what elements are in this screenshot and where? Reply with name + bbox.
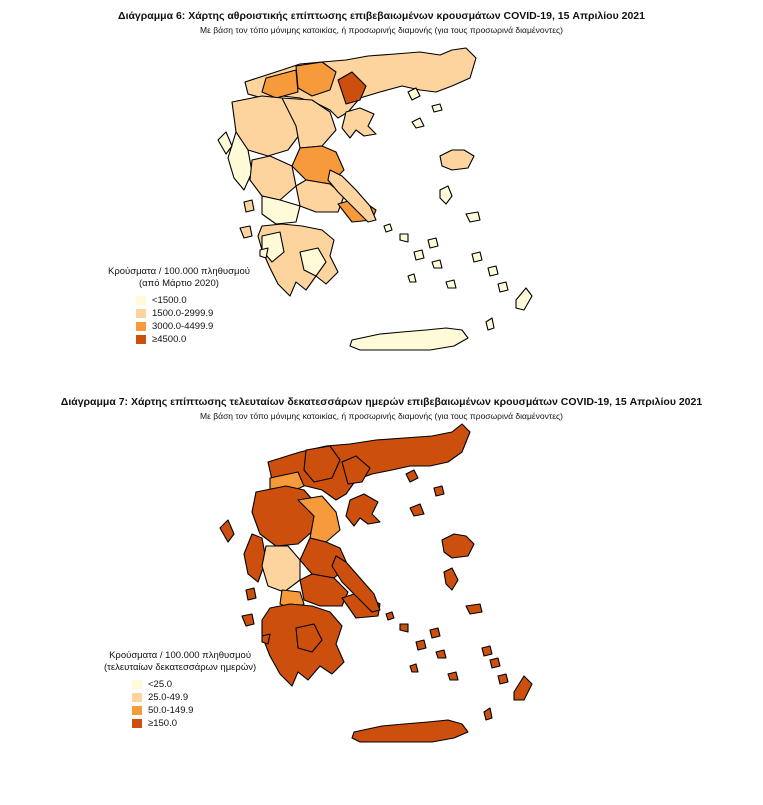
map2-legend-swatch [132,706,142,715]
map2-island [434,486,444,496]
map2-island [400,624,408,632]
map2-region [352,720,468,742]
map2-island [442,534,474,558]
map2-island [436,650,446,658]
map2-island [514,676,532,700]
map2-legend-item [132,691,256,704]
map2-region [346,494,380,526]
map1-title: Διάγραμμα 6: Χάρτης αθροιστικής επίπτωσης επιβεβαιωμένων κρουσμάτων COVID-19, 15 Απριλίου 2021 [118,10,645,22]
map2-legend-swatch [132,719,142,728]
map2-legend-swatch [132,693,142,702]
map1-legend-label: <1500.0 [152,295,187,306]
map1-subtitle: Με βάση τον τόπο μόνιμης κατοικίας, ή προσωρινής διαμονής (για τους προσωρινά διαμένοντες) [200,25,563,35]
map2-island [498,674,508,684]
map2-legend-swatch [132,680,142,689]
map2-island [246,588,256,600]
map2-legend-label: 25.0-49.9 [148,692,189,703]
map2-island [262,634,270,644]
map2-title: Διάγραμμα 7: Χάρτης επίπτωσης τελευταίων δεκατεσσάρων ημερών επιβεβαιωμένων κρουσμάτων COVID-19, 15 Απριλίου 2021 [60,396,703,408]
map2-region [244,534,266,582]
map2-island [242,614,254,626]
map2-region [252,486,318,546]
map2-island [444,568,458,590]
map2-island [410,664,418,672]
map2-island [482,646,492,656]
map2-island [490,658,500,668]
map2-legend-label: <25.0 [148,679,173,690]
map1-legend-title: Κρούσματα / 100.000 πληθυσμού [108,266,250,277]
map2-island [484,708,492,720]
map2-island [466,604,482,614]
map1-legend-label: 3000.0-4499.9 [152,321,214,332]
map2-region [262,546,300,592]
map1-legend-subtitle: (από Μάρτιο 2020) [139,278,219,289]
map2-legend-label: 50.0-149.9 [148,705,194,716]
map2-island [430,628,440,638]
map2-island [406,470,418,482]
map1-legend-label: ≥4500.0 [152,334,187,345]
map2-island [416,640,426,650]
map2-legend-item [132,717,256,730]
map2-legend [104,650,256,730]
map1-legend-label: 1500.0-2999.9 [152,308,214,319]
map2-island [386,612,394,620]
map2-legend-title: Κρούσματα / 100.000 πληθυσμού [109,650,252,661]
map2-island [410,504,424,516]
map2-island [220,520,234,542]
map2-legend-label: ≥150.0 [148,718,177,729]
map2-legend-item [132,678,256,691]
map2-legend-subtitle: (τελευταίων δεκατεσσάρων ημερών) [104,662,257,673]
map2-legend-item [132,704,256,717]
map2-island [448,672,458,680]
map2-subtitle: Με βάση τον τόπο μόνιμης κατοικίας, ή προσωρινής διαμονής (για τους προσωρινά διαμένοντες) [200,411,563,421]
